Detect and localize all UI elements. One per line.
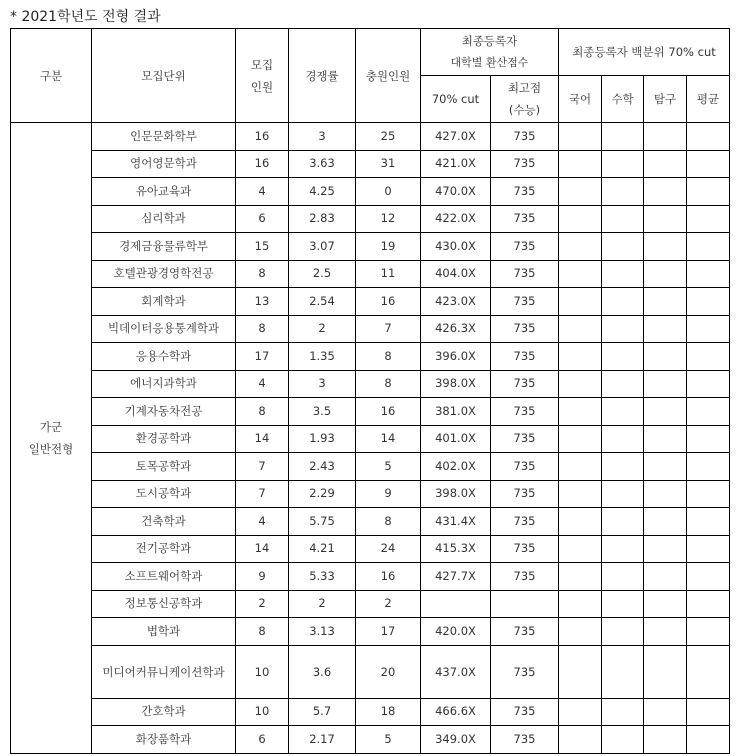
header-conv-line2: 대학별 환산점수 bbox=[450, 56, 529, 69]
cell-average bbox=[687, 425, 730, 453]
cell-inquiry bbox=[644, 645, 687, 698]
table-row bbox=[11, 480, 730, 508]
cell-math bbox=[602, 205, 644, 233]
cell-inquiry bbox=[644, 480, 687, 508]
header-category: 구분 bbox=[11, 29, 92, 123]
cell-rate: 2.29 bbox=[289, 480, 356, 508]
table-row bbox=[11, 260, 730, 288]
cell-unit: 법학과 bbox=[92, 618, 236, 646]
cell-cut70: 402.0X bbox=[421, 453, 491, 481]
cell-korean bbox=[559, 480, 602, 508]
table-row bbox=[11, 178, 730, 206]
cell-quota: 8 bbox=[236, 260, 289, 288]
cell-max: 735 bbox=[491, 563, 559, 591]
cell-rate: 5.33 bbox=[289, 563, 356, 591]
cell-unit: 유아교육과 bbox=[92, 178, 236, 206]
cell-extra: 5 bbox=[356, 726, 421, 754]
header-converted-score bbox=[421, 29, 559, 76]
cell-rate: 2.5 bbox=[289, 260, 356, 288]
cell-inquiry bbox=[644, 370, 687, 398]
cell-rate: 3.5 bbox=[289, 398, 356, 426]
header-max-line1: 최고점 bbox=[507, 81, 542, 95]
cell-unit: 도시공학과 bbox=[92, 480, 236, 508]
cell-korean bbox=[559, 178, 602, 206]
cell-average bbox=[687, 343, 730, 371]
cell-average bbox=[687, 480, 730, 508]
cell-cut70: 421.0X bbox=[421, 150, 491, 178]
cell-average bbox=[687, 563, 730, 591]
cell-rate: 2.43 bbox=[289, 453, 356, 481]
cell-quota: 10 bbox=[236, 645, 289, 698]
cell-math bbox=[602, 343, 644, 371]
cell-quota: 8 bbox=[236, 618, 289, 646]
cell-inquiry bbox=[644, 425, 687, 453]
cell-math bbox=[602, 315, 644, 343]
cell-math bbox=[602, 370, 644, 398]
cell-math bbox=[602, 178, 644, 206]
cell-max: 735 bbox=[491, 150, 559, 178]
cell-unit: 전기공학과 bbox=[92, 535, 236, 563]
cell-max: 735 bbox=[491, 645, 559, 698]
cell-math bbox=[602, 590, 644, 618]
cell-max: 735 bbox=[491, 315, 559, 343]
table-row bbox=[11, 453, 730, 481]
cell-max: 735 bbox=[491, 508, 559, 536]
cell-quota: 7 bbox=[236, 480, 289, 508]
table-row bbox=[11, 726, 730, 754]
cell-unit: 미디어커뮤니케이션학과 bbox=[92, 645, 236, 698]
cell-quota: 16 bbox=[236, 123, 289, 151]
cell-quota: 4 bbox=[236, 370, 289, 398]
cell-max: 735 bbox=[491, 480, 559, 508]
cell-rate: 4.21 bbox=[289, 535, 356, 563]
cell-cut70: 420.0X bbox=[421, 618, 491, 646]
cell-max: 735 bbox=[491, 698, 559, 726]
cell-max: 735 bbox=[491, 726, 559, 754]
cell-inquiry bbox=[644, 315, 687, 343]
cell-extra: 16 bbox=[356, 563, 421, 591]
cell-extra: 18 bbox=[356, 698, 421, 726]
cell-rate: 3.07 bbox=[289, 233, 356, 261]
cell-average bbox=[687, 590, 730, 618]
cell-rate: 3 bbox=[289, 123, 356, 151]
group-label-line1: 가군 bbox=[39, 419, 63, 434]
cell-extra: 24 bbox=[356, 535, 421, 563]
cell-unit: 기계자동차전공 bbox=[92, 398, 236, 426]
cell-inquiry bbox=[644, 535, 687, 563]
cell-extra: 31 bbox=[356, 150, 421, 178]
cell-rate: 3.6 bbox=[289, 645, 356, 698]
cell-math bbox=[602, 123, 644, 151]
cell-inquiry bbox=[644, 150, 687, 178]
cell-cut70: 349.0X bbox=[421, 726, 491, 754]
table-row bbox=[11, 425, 730, 453]
cell-rate: 1.35 bbox=[289, 343, 356, 371]
cell-extra: 20 bbox=[356, 645, 421, 698]
cell-cut70: 431.4X bbox=[421, 508, 491, 536]
cell-quota: 2 bbox=[236, 590, 289, 618]
group-cell bbox=[11, 123, 92, 754]
cell-quota: 4 bbox=[236, 508, 289, 536]
cell-korean bbox=[559, 370, 602, 398]
group-label-line2: 일반전형 bbox=[28, 441, 74, 456]
cell-unit: 영어영문학과 bbox=[92, 150, 236, 178]
cell-korean bbox=[559, 233, 602, 261]
cell-unit: 토목공학과 bbox=[92, 453, 236, 481]
cell-rate: 2.17 bbox=[289, 726, 356, 754]
cell-quota: 14 bbox=[236, 425, 289, 453]
cell-extra: 8 bbox=[356, 343, 421, 371]
cell-cut70 bbox=[421, 590, 491, 618]
cell-inquiry bbox=[644, 178, 687, 206]
cell-average bbox=[687, 508, 730, 536]
cell-max: 735 bbox=[491, 535, 559, 563]
cell-korean bbox=[559, 563, 602, 591]
cell-average bbox=[687, 698, 730, 726]
cell-unit: 심리학과 bbox=[92, 205, 236, 233]
table-row bbox=[11, 563, 730, 591]
header-conv-line1: 최종등록자 bbox=[461, 34, 518, 48]
table-row bbox=[11, 233, 730, 261]
cell-average bbox=[687, 205, 730, 233]
cell-korean bbox=[559, 398, 602, 426]
cell-rate: 2.54 bbox=[289, 288, 356, 316]
cell-extra: 0 bbox=[356, 178, 421, 206]
cell-inquiry bbox=[644, 288, 687, 316]
cell-quota: 6 bbox=[236, 726, 289, 754]
cell-max: 735 bbox=[491, 260, 559, 288]
cell-average bbox=[687, 535, 730, 563]
cell-rate: 4.25 bbox=[289, 178, 356, 206]
cell-korean bbox=[559, 343, 602, 371]
cell-unit: 환경공학과 bbox=[92, 425, 236, 453]
cell-average bbox=[687, 370, 730, 398]
table-row bbox=[11, 508, 730, 536]
cell-rate: 2 bbox=[289, 315, 356, 343]
cell-inquiry bbox=[644, 618, 687, 646]
cell-max: 735 bbox=[491, 398, 559, 426]
cell-extra: 16 bbox=[356, 398, 421, 426]
cell-unit: 빅데이터응용통계학과 bbox=[92, 315, 236, 343]
cell-quota: 9 bbox=[236, 563, 289, 591]
cell-quota: 8 bbox=[236, 315, 289, 343]
cell-korean bbox=[559, 645, 602, 698]
cell-max: 735 bbox=[491, 233, 559, 261]
table-row bbox=[11, 590, 730, 618]
cell-cut70: 398.0X bbox=[421, 480, 491, 508]
cell-math bbox=[602, 288, 644, 316]
cell-average bbox=[687, 453, 730, 481]
cell-cut70: 423.0X bbox=[421, 288, 491, 316]
cell-math bbox=[602, 563, 644, 591]
cell-average bbox=[687, 398, 730, 426]
cell-korean bbox=[559, 425, 602, 453]
cell-cut70: 404.0X bbox=[421, 260, 491, 288]
cell-extra: 25 bbox=[356, 123, 421, 151]
cell-korean bbox=[559, 150, 602, 178]
cell-inquiry bbox=[644, 698, 687, 726]
cell-inquiry bbox=[644, 260, 687, 288]
cell-unit: 간호학과 bbox=[92, 698, 236, 726]
cell-quota: 4 bbox=[236, 178, 289, 206]
cell-korean bbox=[559, 535, 602, 563]
cell-unit: 호텔관광경영학전공 bbox=[92, 260, 236, 288]
cell-inquiry bbox=[644, 343, 687, 371]
cell-cut70: 381.0X bbox=[421, 398, 491, 426]
cell-unit: 화장품학과 bbox=[92, 726, 236, 754]
cell-korean bbox=[559, 726, 602, 754]
header-unit: 모집단위 bbox=[92, 29, 236, 123]
cell-max: 735 bbox=[491, 205, 559, 233]
cell-unit: 인문문화학부 bbox=[92, 123, 236, 151]
cell-extra: 14 bbox=[356, 425, 421, 453]
cell-rate: 3 bbox=[289, 370, 356, 398]
cell-quota: 15 bbox=[236, 233, 289, 261]
cell-rate: 5.7 bbox=[289, 698, 356, 726]
cell-average bbox=[687, 178, 730, 206]
cell-korean bbox=[559, 618, 602, 646]
cell-math bbox=[602, 398, 644, 426]
table-row bbox=[11, 535, 730, 563]
cell-inquiry bbox=[644, 726, 687, 754]
cell-max: 735 bbox=[491, 123, 559, 151]
cell-max: 735 bbox=[491, 618, 559, 646]
cell-cut70: 427.7X bbox=[421, 563, 491, 591]
cell-quota: 6 bbox=[236, 205, 289, 233]
cell-rate: 3.13 bbox=[289, 618, 356, 646]
cell-max: 735 bbox=[491, 343, 559, 371]
cell-math bbox=[602, 618, 644, 646]
cell-rate: 2 bbox=[289, 590, 356, 618]
header-percentile-group: 최종등록자 백분위 70% cut bbox=[559, 29, 730, 76]
cell-inquiry bbox=[644, 590, 687, 618]
cell-average bbox=[687, 123, 730, 151]
table-row bbox=[11, 315, 730, 343]
cell-inquiry bbox=[644, 508, 687, 536]
cell-average bbox=[687, 260, 730, 288]
cell-korean bbox=[559, 123, 602, 151]
table-row bbox=[11, 288, 730, 316]
cell-extra: 8 bbox=[356, 508, 421, 536]
cell-cut70: 401.0X bbox=[421, 425, 491, 453]
cell-extra: 5 bbox=[356, 453, 421, 481]
cell-math bbox=[602, 150, 644, 178]
cell-math bbox=[602, 233, 644, 261]
cell-extra: 17 bbox=[356, 618, 421, 646]
cell-quota: 16 bbox=[236, 150, 289, 178]
cell-math bbox=[602, 645, 644, 698]
cell-max: 735 bbox=[491, 425, 559, 453]
cell-korean bbox=[559, 453, 602, 481]
cell-rate: 5.75 bbox=[289, 508, 356, 536]
cell-max: 735 bbox=[491, 453, 559, 481]
table-row bbox=[11, 123, 730, 151]
cell-cut70: 427.0X bbox=[421, 123, 491, 151]
cell-math bbox=[602, 425, 644, 453]
cell-unit: 소프트웨어학과 bbox=[92, 563, 236, 591]
table-row bbox=[11, 618, 730, 646]
admission-results-table bbox=[10, 28, 730, 754]
cell-quota: 17 bbox=[236, 343, 289, 371]
page-title: * 2021학년도 전형 결과 bbox=[10, 9, 161, 25]
cell-math bbox=[602, 508, 644, 536]
cell-unit: 회계학과 bbox=[92, 288, 236, 316]
cell-korean bbox=[559, 508, 602, 536]
header-inquiry: 탐구 bbox=[644, 76, 687, 123]
header-cut70: 70% cut bbox=[421, 76, 491, 123]
cell-extra: 9 bbox=[356, 480, 421, 508]
cell-average bbox=[687, 726, 730, 754]
cell-korean bbox=[559, 260, 602, 288]
cell-math bbox=[602, 480, 644, 508]
cell-cut70: 426.3X bbox=[421, 315, 491, 343]
header-quota-line1: 모집 bbox=[250, 57, 274, 72]
cell-korean bbox=[559, 315, 602, 343]
cell-max: 735 bbox=[491, 178, 559, 206]
cell-unit: 응용수학과 bbox=[92, 343, 236, 371]
cell-average bbox=[687, 645, 730, 698]
table-row bbox=[11, 398, 730, 426]
header-rate: 경쟁률 bbox=[289, 29, 356, 123]
cell-average bbox=[687, 150, 730, 178]
header-quota-line2: 인원 bbox=[250, 79, 274, 94]
table-row bbox=[11, 370, 730, 398]
cell-cut70: 422.0X bbox=[421, 205, 491, 233]
cell-quota: 14 bbox=[236, 535, 289, 563]
cell-math bbox=[602, 698, 644, 726]
table-row bbox=[11, 343, 730, 371]
table-row bbox=[11, 645, 730, 698]
cell-math bbox=[602, 453, 644, 481]
cell-rate: 1.93 bbox=[289, 425, 356, 453]
cell-unit: 경제금융물류학부 bbox=[92, 233, 236, 261]
cell-extra: 12 bbox=[356, 205, 421, 233]
cell-cut70: 430.0X bbox=[421, 233, 491, 261]
cell-cut70: 466.6X bbox=[421, 698, 491, 726]
cell-math bbox=[602, 260, 644, 288]
cell-quota: 8 bbox=[236, 398, 289, 426]
cell-cut70: 398.0X bbox=[421, 370, 491, 398]
cell-average bbox=[687, 233, 730, 261]
cell-math bbox=[602, 535, 644, 563]
cell-cut70: 415.3X bbox=[421, 535, 491, 563]
cell-max bbox=[491, 590, 559, 618]
header-max-line2: (수능) bbox=[508, 103, 541, 117]
cell-math bbox=[602, 726, 644, 754]
cell-korean bbox=[559, 698, 602, 726]
table-row bbox=[11, 205, 730, 233]
cell-extra: 2 bbox=[356, 590, 421, 618]
cell-max: 735 bbox=[491, 288, 559, 316]
cell-korean bbox=[559, 205, 602, 233]
cell-inquiry bbox=[644, 123, 687, 151]
cell-average bbox=[687, 288, 730, 316]
cell-average bbox=[687, 315, 730, 343]
header-korean: 국어 bbox=[559, 76, 602, 123]
cell-cut70: 396.0X bbox=[421, 343, 491, 371]
header-max bbox=[491, 76, 559, 123]
cell-inquiry bbox=[644, 453, 687, 481]
cell-quota: 7 bbox=[236, 453, 289, 481]
cell-inquiry bbox=[644, 563, 687, 591]
table-row bbox=[11, 698, 730, 726]
table-row bbox=[11, 150, 730, 178]
cell-rate: 3.63 bbox=[289, 150, 356, 178]
cell-inquiry bbox=[644, 205, 687, 233]
cell-unit: 정보통신공학과 bbox=[92, 590, 236, 618]
cell-extra: 7 bbox=[356, 315, 421, 343]
cell-extra: 11 bbox=[356, 260, 421, 288]
cell-max: 735 bbox=[491, 370, 559, 398]
cell-cut70: 437.0X bbox=[421, 645, 491, 698]
cell-korean bbox=[559, 590, 602, 618]
cell-unit: 건축학과 bbox=[92, 508, 236, 536]
cell-inquiry bbox=[644, 233, 687, 261]
cell-average bbox=[687, 618, 730, 646]
cell-inquiry bbox=[644, 398, 687, 426]
header-quota bbox=[236, 29, 289, 123]
cell-extra: 19 bbox=[356, 233, 421, 261]
header-average: 평균 bbox=[687, 76, 730, 123]
cell-korean bbox=[559, 288, 602, 316]
header-extra: 충원인원 bbox=[356, 29, 421, 123]
cell-quota: 13 bbox=[236, 288, 289, 316]
cell-extra: 8 bbox=[356, 370, 421, 398]
cell-extra: 16 bbox=[356, 288, 421, 316]
cell-unit: 에너지과학과 bbox=[92, 370, 236, 398]
cell-rate: 2.83 bbox=[289, 205, 356, 233]
header-math: 수학 bbox=[602, 76, 644, 123]
cell-quota: 10 bbox=[236, 698, 289, 726]
cell-cut70: 470.0X bbox=[421, 178, 491, 206]
